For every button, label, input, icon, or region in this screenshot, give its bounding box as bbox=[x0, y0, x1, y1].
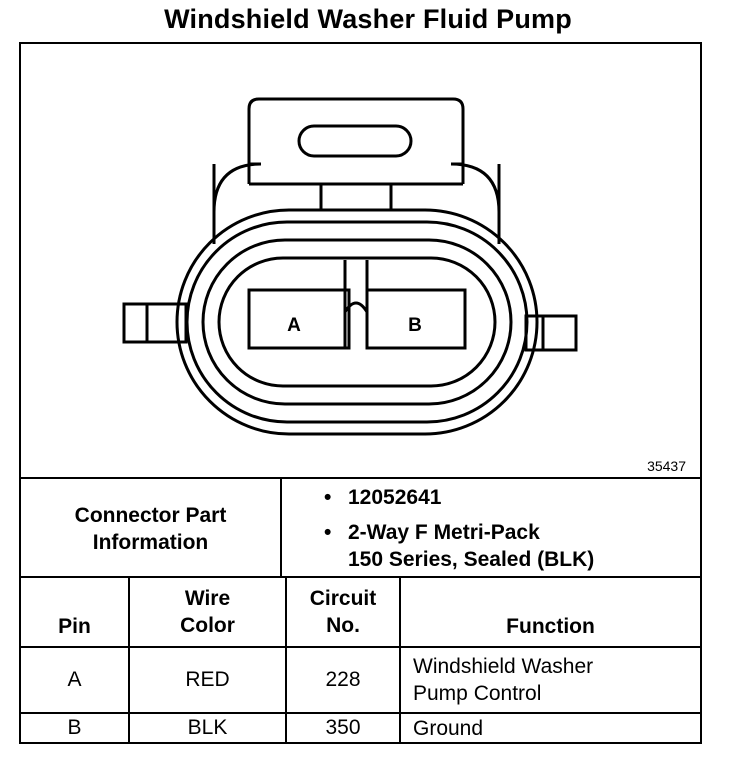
header-wire-color-line2: Color bbox=[180, 614, 235, 637]
body-outline-2 bbox=[187, 222, 527, 422]
cavity-a-label: A bbox=[287, 315, 301, 336]
row-b-pin: B bbox=[67, 716, 82, 739]
header-pin: Pin bbox=[58, 615, 91, 638]
connector-diagram bbox=[21, 44, 700, 479]
connector-type: 2-Way F Metri-Pack bbox=[348, 521, 540, 544]
connector-info-label bbox=[21, 479, 280, 578]
row-b-function: Ground bbox=[413, 716, 484, 740]
header-function: Function bbox=[506, 615, 595, 638]
locking-tab-slot bbox=[299, 126, 411, 156]
header-circuit-line1: Circuit bbox=[309, 587, 377, 610]
header-circuit-line2: No. bbox=[326, 614, 360, 637]
bullet-icon: • bbox=[324, 521, 332, 544]
connector-info-label-line1: Connector Part bbox=[74, 503, 227, 527]
connector-series: 150 Series, Sealed (BLK) bbox=[348, 548, 595, 571]
row-a-circuit: 228 bbox=[325, 668, 361, 691]
page-title: Windshield Washer Fluid Pump bbox=[164, 4, 572, 34]
connector-info-item bbox=[324, 519, 594, 546]
row-a-function-line2: Pump Control bbox=[413, 682, 542, 705]
connector-info-item-continued bbox=[324, 546, 594, 573]
locking-tab bbox=[249, 99, 463, 184]
connector-info-list bbox=[324, 484, 594, 573]
connector-info-item bbox=[324, 484, 594, 511]
body-outline-inner bbox=[219, 258, 495, 386]
body-outline-outer bbox=[177, 210, 537, 434]
cavity-b-label: B bbox=[408, 315, 422, 336]
header-wire-color-line1: Wire bbox=[184, 587, 231, 610]
bullet-icon: • bbox=[324, 486, 332, 509]
shroud-top bbox=[214, 164, 499, 212]
figure-number: 35437 bbox=[647, 458, 686, 474]
part-number: 12052641 bbox=[348, 486, 442, 509]
header-wire-color bbox=[130, 578, 285, 646]
divider-info-vertical bbox=[280, 479, 282, 578]
row-a-function bbox=[401, 648, 700, 712]
row-a-wire-color: RED bbox=[185, 668, 230, 691]
row-a-function-line1: Windshield Washer bbox=[413, 655, 594, 678]
connector-drawing bbox=[21, 44, 700, 479]
row-b-circuit: 350 bbox=[325, 716, 361, 739]
connector-card bbox=[19, 42, 702, 744]
header-circuit bbox=[287, 578, 399, 646]
connector-info-label-line2: Information bbox=[92, 530, 209, 554]
row-a-pin: A bbox=[67, 668, 82, 691]
row-b-wire-color: BLK bbox=[187, 716, 228, 739]
